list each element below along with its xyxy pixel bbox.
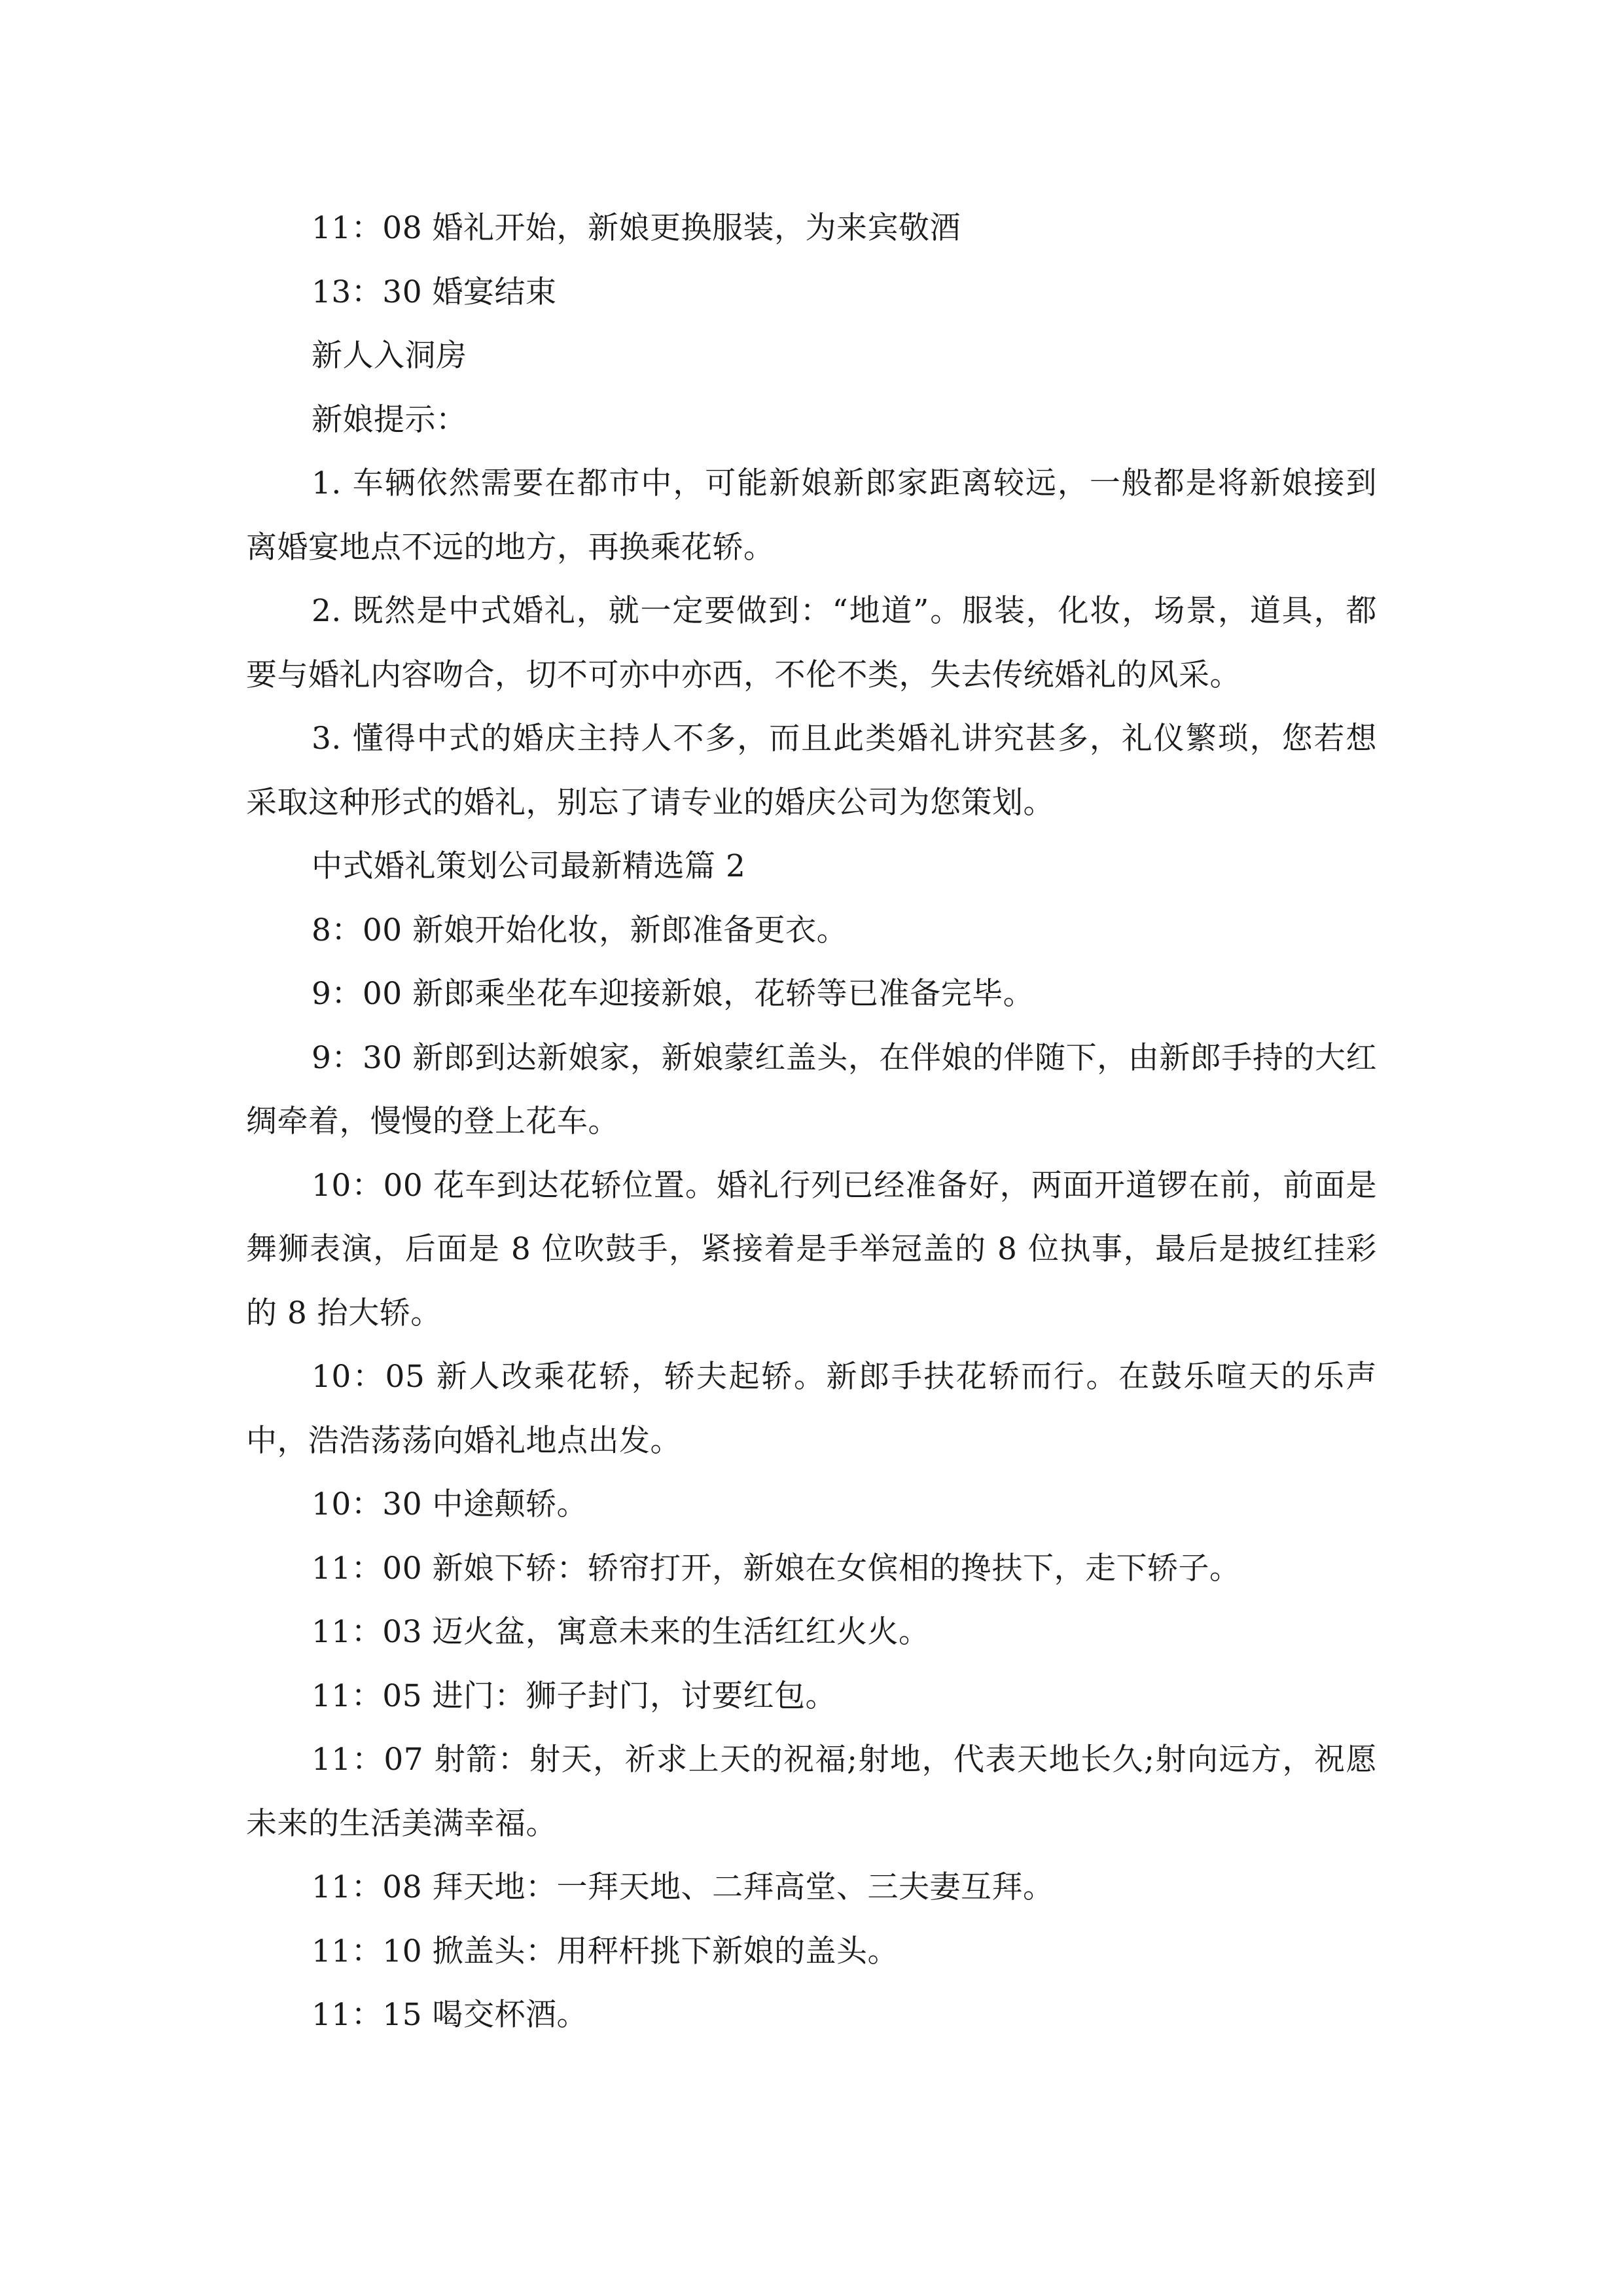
- paragraph: 11：08 婚礼开始，新娘更换服装，为来宾敬酒: [312, 210, 961, 246]
- paragraph: 3. 懂得中式的婚庆主持人不多，而且此类婚礼讲究甚多，礼仪繁琐，您若想采取这种形式的婚礼，别忘了请专业的婚庆公司为您策划。: [246, 721, 1377, 821]
- paragraph: 1. 车辆依然需要在都市中，可能新娘新郎家距离较远，一般都是将新娘接到离婚宴地点不远的地方，再换乘花轿。: [246, 465, 1377, 565]
- section-heading: 中式婚礼策划公司最新精选篇 2: [312, 848, 746, 884]
- paragraph: 新娘提示：: [312, 401, 467, 438]
- paragraph: 2. 既然是中式婚礼，就一定要做到：“地道”。服装，化妆，场景，道具，都要与婚礼内容吻合，切不可亦中亦西，不伦不类，失去传统婚礼的风采。: [246, 593, 1377, 693]
- paragraph: 11：08 拜天地：一拜天地、二拜高堂、三夫妻互拜。: [312, 1869, 1054, 1905]
- document-body: [246, 196, 1377, 2047]
- paragraph: 8：00 新娘开始化妆，新郎准备更衣。: [312, 912, 848, 948]
- paragraph: 11：00 新娘下轿：轿帘打开，新娘在女傧相的搀扶下，走下轿子。: [312, 1550, 1241, 1587]
- paragraph: 11：15 喝交杯酒。: [312, 1997, 588, 2033]
- paragraph: 9：00 新郎乘坐花车迎接新娘，花轿等已准备完毕。: [312, 976, 1035, 1012]
- paragraph: 10：00 花车到达花轿位置。婚礼行列已经准备好，两面开道锣在前，前面是舞狮表演，后面是 8 位吹鼓手，紧接着是手举冠盖的 8 位执事，最后是披红挂彩的 8 抬大轿。: [246, 1167, 1377, 1331]
- paragraph: 新人入洞房: [312, 338, 467, 374]
- paragraph: 11：10 掀盖头：用秤杆挑下新娘的盖头。: [312, 1933, 899, 1969]
- paragraph: 9：30 新郎到达新娘家，新娘蒙红盖头，在伴娘的伴随下，由新郎手持的大红绸牵着，慢慢的登上花车。: [246, 1039, 1377, 1139]
- paragraph: 11：07 射箭：射天，祈求上天的祝福;射地，代表天地长久;射向远方，祝愿未来的生活美满幸福。: [246, 1742, 1377, 1842]
- paragraph: 10：30 中途颠轿。: [312, 1486, 588, 1522]
- paragraph: 13：30 婚宴结束: [312, 274, 557, 310]
- paragraph: 11：05 进门：狮子封门，讨要红包。: [312, 1677, 837, 1714]
- paragraph: 10：05 新人改乘花轿，轿夫起轿。新郎手扶花轿而行。在鼓乐喧天的乐声中，浩浩荡荡向婚礼地点出发。: [246, 1359, 1377, 1459]
- paragraph: 11：03 迈火盆，寓意未来的生活红红火火。: [312, 1614, 930, 1650]
